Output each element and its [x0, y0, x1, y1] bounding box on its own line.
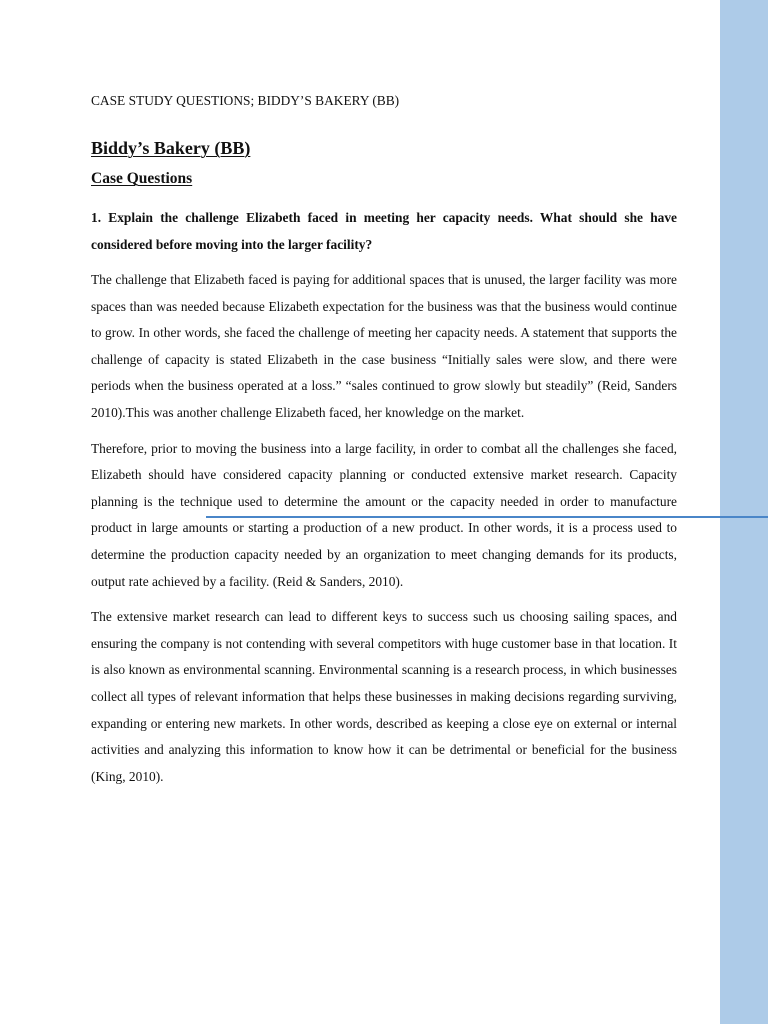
document-body: [91, 90, 677, 790]
page-header: CASE STUDY QUESTIONS; BIDDY’S BAKERY (BB): [91, 93, 400, 108]
section-heading: [91, 167, 677, 191]
section-heading-text: Case Questions: [91, 170, 193, 187]
document-title: [91, 135, 677, 161]
paragraph-1: The challenge that Elizabeth faced is paying for additional spaces that is unused, the larger facility was more spaces than was needed because Elizabeth expectation for the business was that the business would continue to grow. In other words, she faced the challenge of meeting her capacity needs. A statement that supports the challenge of capacity is stated Elizabeth in the case business “Initially sales were slow, and there were periods when the business operated at a loss.” “sales continued to grow slowly but steadily” (Reid, Sanders 2010).This was another challenge Elizabeth faced, her knowledge on the market.: [91, 272, 677, 420]
document-title-text: Biddy’s Bakery (BB): [91, 138, 251, 158]
margin-sidebar: [720, 0, 768, 1024]
paragraph-3: The extensive market research can lead to different keys to success such us choosing sailing spaces, and ensuring the company is not contending with several competitors with huge customer base in that location. It is also known as environmental scanning. Environmental scanning is a research process, in which businesses collect all types of relevant information that helps these businesses in making decisions regarding surviving, expanding or entering new markets. In other words, described as keeping a close eye on external or internal activities and analyzing this information to know how it can be detrimental or beneficial for the business (King, 2010).: [91, 609, 677, 784]
question-1: 1. Explain the challenge Elizabeth faced in meeting her capacity needs. What should she have considered before moving into the larger facility?: [91, 210, 677, 252]
paragraph-2: Therefore, prior to moving the business into a large facility, in order to combat all the challenges she faced, Elizabeth should have considered capacity planning or conducted extensive market research. Capacity planning is the technique used to determine the amount or the capacity needed in order to manufacture product in large amounts or starting a production of a new product. In other words, it is a process used to determine the production capacity needed by an organization to meet changing demands for its products, output rate achieved by a facility. (Reid & Sanders, 2010).: [91, 440, 677, 589]
